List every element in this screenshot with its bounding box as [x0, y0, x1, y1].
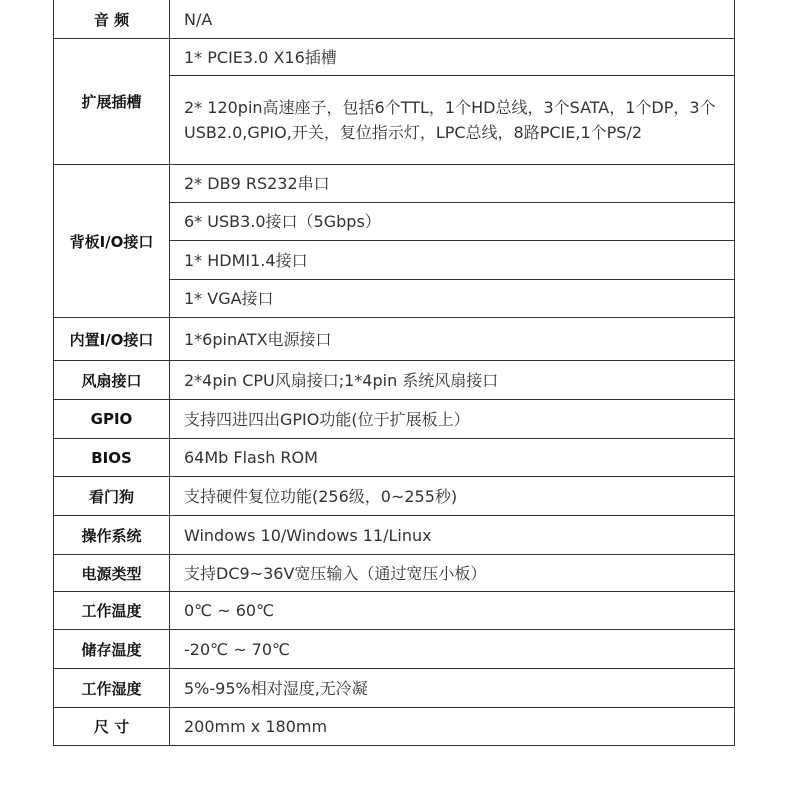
- row-value: 5%-95%相对湿度,无冷凝: [170, 669, 735, 708]
- spec-row-dimensions: [54, 708, 735, 746]
- row-label: 工作湿度: [54, 669, 170, 708]
- row-label: 操作系统: [54, 516, 170, 555]
- spec-row-rear-io: [54, 165, 735, 203]
- row-label: 内置I/O接口: [54, 318, 170, 361]
- row-value: 6* USB3.0接口（5Gbps）: [170, 203, 735, 241]
- row-value: 1*6pinATX电源接口: [170, 318, 735, 361]
- row-value: 2* 120pin高速座子，包括6个TTL，1个HD总线，3个SATA，1个DP，3个 USB2.0,GPIO,开关，复位指示灯，LPC总线，8路PCIE,1个PS/2: [170, 76, 735, 165]
- spec-row-storage-temp: [54, 630, 735, 669]
- row-value: N/A: [170, 0, 735, 39]
- row-label: 扩展插槽: [54, 39, 170, 165]
- row-value: 0℃ ~ 60℃: [170, 592, 735, 630]
- row-value: 支持DC9~36V宽压输入（通过宽压小板）: [170, 555, 735, 592]
- row-value: -20℃ ~ 70℃: [170, 630, 735, 669]
- row-value: 64Mb Flash ROM: [170, 439, 735, 477]
- row-label: 储存温度: [54, 630, 170, 669]
- row-value: 1* VGA接口: [170, 280, 735, 318]
- row-label: 看门狗: [54, 477, 170, 516]
- spec-table: [53, 0, 735, 746]
- row-label: 尺 寸: [54, 708, 170, 746]
- row-value: Windows 10/Windows 11/Linux: [170, 516, 735, 555]
- spec-row-os: [54, 516, 735, 555]
- spec-row-humidity: [54, 669, 735, 708]
- spec-row-watchdog: [54, 477, 735, 516]
- row-value: 支持硬件复位功能(256级，0~255秒): [170, 477, 735, 516]
- spec-row-gpio: [54, 400, 735, 439]
- row-value: 2* DB9 RS232串口: [170, 165, 735, 203]
- row-label: 电源类型: [54, 555, 170, 592]
- row-value: 2*4pin CPU风扇接口;1*4pin 系统风扇接口: [170, 361, 735, 400]
- spec-row-expansion-slots: [54, 39, 735, 76]
- row-label: 风扇接口: [54, 361, 170, 400]
- row-value: 200mm x 180mm: [170, 708, 735, 746]
- spec-row-fan: [54, 361, 735, 400]
- row-label: BIOS: [54, 439, 170, 477]
- spec-row-operating-temp: [54, 592, 735, 630]
- row-value: 1* HDMI1.4接口: [170, 241, 735, 280]
- row-label: 音 频: [54, 0, 170, 39]
- spec-row-power: [54, 555, 735, 592]
- row-label: 工作温度: [54, 592, 170, 630]
- spec-row-internal-io: [54, 318, 735, 361]
- spec-row-bios: [54, 439, 735, 477]
- row-value: 支持四进四出GPIO功能(位于扩展板上）: [170, 400, 735, 439]
- spec-row-audio: [54, 0, 735, 39]
- row-value: 1* PCIE3.0 X16插槽: [170, 39, 735, 76]
- row-label: 背板I/O接口: [54, 165, 170, 318]
- row-label: GPIO: [54, 400, 170, 439]
